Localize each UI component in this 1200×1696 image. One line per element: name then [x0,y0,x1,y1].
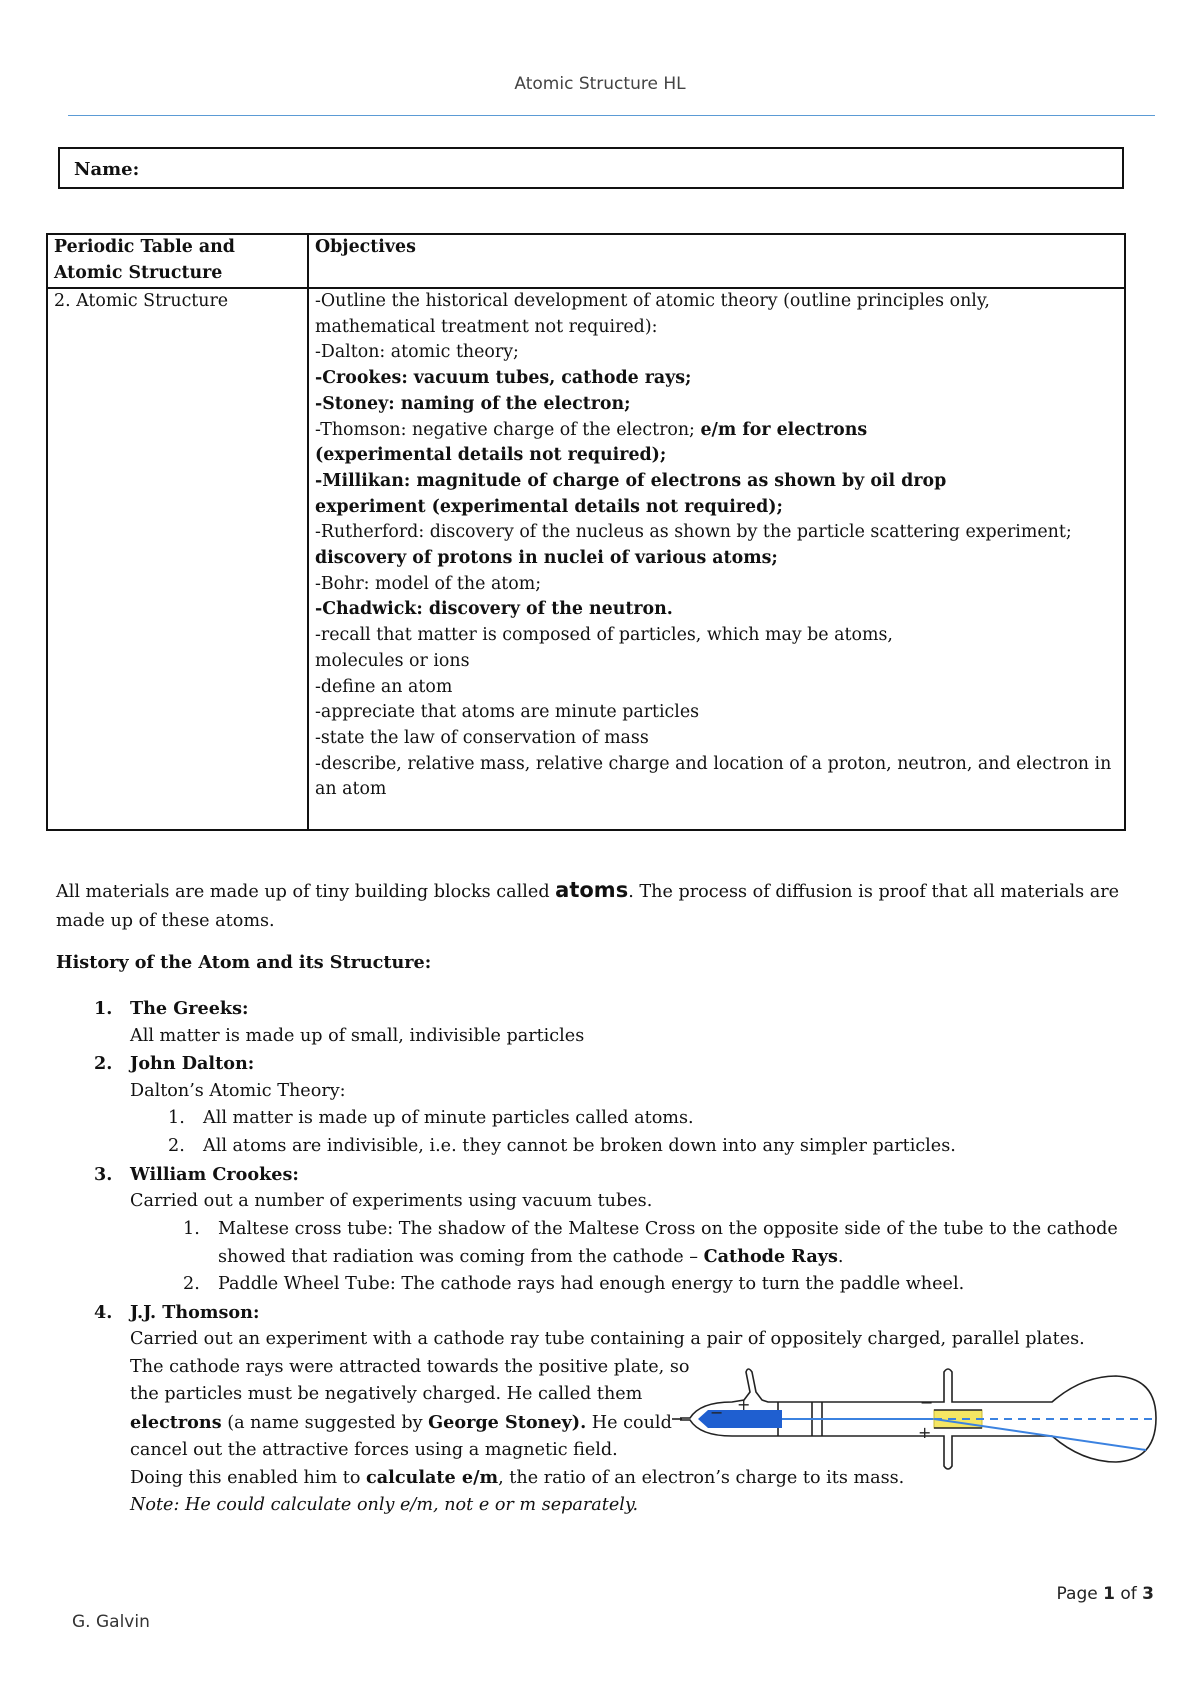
name-field-box[interactable] [58,147,1124,189]
intro-text: All materials are made up of tiny building blocks called [56,882,556,902]
sub-list-text: showed that radiation was coming from the cathode – [218,1247,704,1268]
list-text: He could [586,1413,672,1433]
list-item-title: J.J. Thomson: [130,1301,260,1323]
list-text: (a name suggested by [221,1413,429,1433]
author-name: G. Galvin [72,1612,150,1632]
page-label: of [1114,1584,1143,1604]
intro-paragraph [56,876,1131,936]
objective-line: -Dalton: atomic theory; [315,342,519,363]
sub-list-text: All matter is made up of minute particles called atoms. [203,1108,694,1129]
header-topic-line: Atomic Structure [54,262,223,283]
sub-list-text: Maltese cross tube: The shadow of the Maltese Cross on the opposite side of the tube to the cathode [218,1218,1118,1239]
list-text: Doing this enabled him to [130,1468,367,1489]
intro-text: . The process of diffusion is proof that all materials are [628,882,1120,902]
cathode-rays-term: Cathode Rays [703,1246,838,1268]
document-header-title: Atomic Structure HL [514,74,686,94]
plate-plus-sign: + [918,1423,932,1442]
objective-line: discovery of protons in nuclei of various atoms; [315,548,778,569]
objective-line: -Outline the historical development of atomic theory (outline principles only, [315,291,990,311]
objective-line: -Crookes: vacuum tubes, cathode rays; [315,368,692,389]
objective-line [315,418,1118,444]
anode-plus-sign: + [737,1395,751,1414]
header-divider [68,115,1155,116]
objectives-cell [308,288,1125,830]
list-item-title: William Crookes: [130,1163,299,1185]
objective-line: -appreciate that atoms are minute particles [315,702,700,723]
note-text: Note: He could calculate only e/m, not e or m separately. [130,1494,639,1515]
sub-list-text-continued [218,1243,843,1272]
sub-list-text: All atoms are indivisible, i.e. they cannot be broken down into any simpler particles. [203,1136,956,1156]
deflected-path [934,1419,1146,1450]
list-item-text: Carried out a number of experiments using vacuum tubes. [130,1191,653,1212]
topic-label: 2. Atomic Structure [54,291,229,311]
objective-line: -Bohr: model of the atom; [315,573,542,594]
list-item-title: The Greeks: [130,998,249,1019]
objective-line: mathematical treatment not required): [315,316,658,337]
objectives-table-header-row [47,234,1125,288]
intro-text: made up of these atoms. [56,911,275,931]
history-section-title: History of the Atom and its Structure: [56,952,432,973]
topic-cell [47,288,308,830]
name-label: Name: [74,159,140,180]
objective-line: -Millikan: magnitude of charge of electrons as shown by oil drop [315,470,947,491]
header-objectives-label: Objectives [315,237,416,257]
cathode-tip [698,1410,708,1428]
objective-line: -describe, relative mass, relative charge and location of a proton, neutron, and electron in [315,753,1112,774]
header-topic-cell [47,234,308,288]
list-item-text: the particles must be negatively charged. He called them [130,1384,643,1405]
sub-list-number: 2. [168,1136,185,1156]
cathode-minus-sign: − [710,1403,724,1422]
page-total: 3 [1142,1584,1154,1604]
cathode-ray-tube-diagram [672,1362,1158,1492]
list-text-bold: ). [571,1412,587,1433]
list-item-text: Carried out an experiment with a cathode ray tube containing a pair of oppositely charged, parallel plates. [130,1329,1085,1350]
electrons-term: electrons [130,1412,222,1433]
objective-line: molecules or ions [315,650,470,671]
objective-text: -Thomson: negative charge of the electron; [315,419,701,440]
objective-line: -define an atom [315,676,453,697]
list-text: , the ratio of an electron’s charge to its mass. [498,1468,905,1489]
sub-list-number: 2. [183,1274,200,1294]
list-number: 2. [94,1053,113,1075]
list-item-text: Dalton’s Atomic Theory: [130,1080,346,1101]
objectives-table [46,233,1126,831]
objective-line: -Chadwick: discovery of the neutron. [315,599,673,620]
objective-line: an atom [315,779,387,800]
header-objectives-cell [308,234,1125,288]
objective-line: (experimental details not required); [315,445,667,466]
list-item-text: cancel out the attractive forces using a magnetic field. [130,1439,618,1460]
plate-minus-sign: − [920,1393,934,1412]
list-item-text: The cathode rays were attracted towards the positive plate, so [130,1356,690,1377]
sub-list-text: . [837,1247,844,1268]
list-item-title: John Dalton: [130,1053,255,1075]
objective-line: -recall that matter is composed of particles, which may be atoms, [315,625,893,646]
list-item-text: All matter is made up of small, indivisible particles [130,1025,585,1046]
george-stoney-term: George Stoney [428,1412,572,1433]
list-item-text [130,1409,672,1438]
calculate-em-term: calculate e/m [366,1467,499,1489]
sub-list-number: 1. [168,1108,185,1129]
list-number: 3. [94,1163,113,1185]
page-indicator [1057,1584,1154,1604]
page-label: Page [1056,1584,1104,1604]
list-number: 4. [94,1301,113,1323]
header-topic-line: Periodic Table and [54,237,235,257]
objectives-table-body-row [47,288,1125,830]
objective-text-bold: e/m for electrons [700,419,868,440]
sub-list-number: 1. [183,1218,200,1239]
objective-line: -state the law of conservation of mass [315,727,649,748]
objective-line: -Stoney: naming of the electron; [315,393,631,414]
sub-list-text: Paddle Wheel Tube: The cathode rays had enough energy to turn the paddle wheel. [218,1274,965,1294]
list-number: 1. [94,998,113,1019]
objective-line: -Rutherford: discovery of the nucleus as shown by the particle scattering experiment; [315,522,1072,543]
page-number: 1 [1103,1584,1115,1604]
intro-atoms-keyword: atoms [555,878,629,902]
objective-line: experiment (experimental details not required); [315,496,783,517]
